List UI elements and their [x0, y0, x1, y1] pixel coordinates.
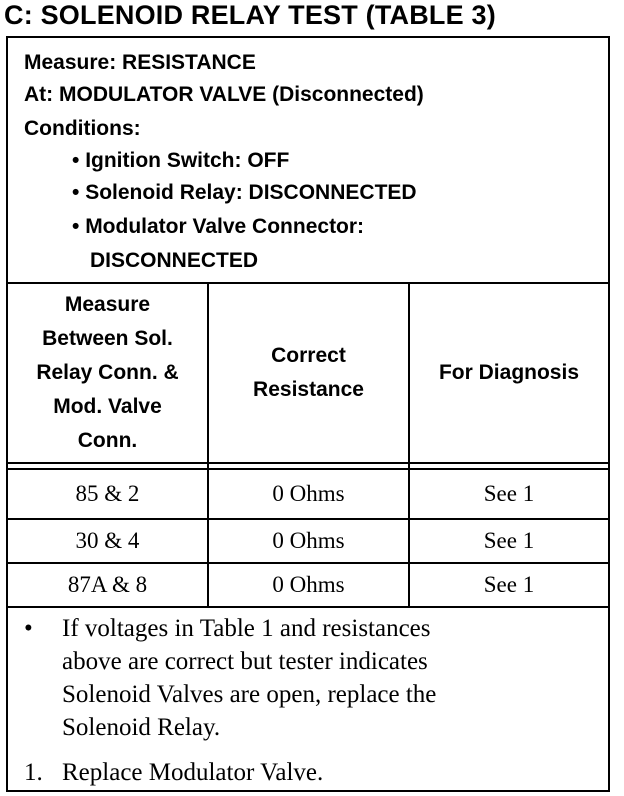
note-line: Solenoid Valves are open, replace the: [62, 681, 437, 708]
header-correct-resistance: [209, 284, 408, 462]
condition-item: • Modulator Valve Connector:: [72, 215, 365, 238]
table-cell: 0 Ohms: [272, 528, 345, 553]
conditions-label: Conditions:: [24, 117, 141, 140]
condition-item: • Ignition Switch: OFF: [72, 149, 290, 172]
note-line: above are correct but tester indicates: [62, 648, 428, 675]
header-line: Between Sol.: [42, 327, 173, 350]
table-cell: See 1: [483, 481, 535, 506]
table-cell: See 1: [483, 572, 535, 597]
numbered-marker: 1.: [24, 759, 43, 786]
condition-item-text: Solenoid Relay: DISCONNECTED: [85, 181, 417, 204]
note-line-text: If voltages in Table 1 and resistances: [62, 615, 431, 642]
note-text: [62, 612, 592, 744]
row-divider: [8, 606, 608, 608]
header-line: Conn.: [77, 429, 138, 452]
header-line: For Diagnosis: [438, 361, 580, 384]
note-line: Solenoid Relay.: [62, 714, 221, 741]
note-line: [62, 612, 592, 645]
conditions-block: [8, 38, 608, 282]
header-measure-between: [8, 284, 207, 462]
header-line: Resistance: [253, 378, 364, 401]
header-for-diagnosis: [410, 284, 608, 462]
header-line: Measure: [64, 293, 151, 316]
table-cell: 30 & 4: [75, 528, 140, 553]
numbered-note: Replace Modulator Valve.: [62, 759, 324, 786]
page-title: C: SOLENOID RELAY TEST (TABLE 3): [4, 0, 496, 30]
table-cell: 87A & 8: [67, 572, 148, 597]
at-line: At: MODULATOR VALVE (Disconnected): [24, 83, 424, 106]
note-bullet: •: [24, 615, 33, 642]
condition-item-text: Modulator Valve Connector:: [85, 215, 365, 238]
table-cell: 85 & 2: [75, 481, 140, 506]
condition-item-continuation: DISCONNECTED: [90, 249, 259, 272]
measure-line: Measure: RESISTANCE: [24, 51, 256, 74]
condition-item-text: Ignition Switch: OFF: [85, 149, 290, 172]
header-line: Correct: [271, 344, 346, 367]
condition-item: • Solenoid Relay: DISCONNECTED: [72, 181, 417, 204]
test-table-frame: [6, 36, 610, 792]
table-cell: 0 Ohms: [272, 572, 345, 597]
header-divider: [8, 462, 608, 464]
header-line: Mod. Valve: [53, 395, 162, 418]
table-cell: See 1: [483, 528, 535, 553]
header-line: Relay Conn. &: [36, 361, 179, 384]
table-cell: 0 Ohms: [272, 481, 345, 506]
